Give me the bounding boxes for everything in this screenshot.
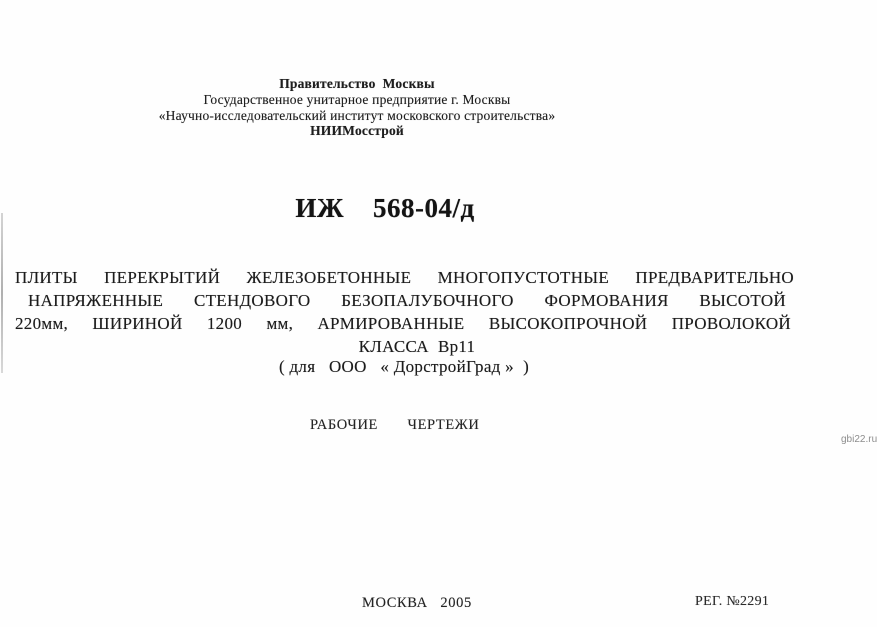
header-government: Правительство Москвы <box>279 76 435 91</box>
title-line-3: 220мм, ШИРИНОЙ 1200 мм, АРМИРОВАННЫЕ ВЫСОКОПРОЧНОЙ ПРОВОЛОКОЙ <box>15 314 791 333</box>
document-number: ИЖ 568-04/д <box>295 193 475 223</box>
title-line-1: ПЛИТЫ ПЕРЕКРЫТИЙ ЖЕЛЕЗОБЕТОННЫЕ МНОГОПУСТОТНЫЕ ПРЕДВАРИТЕЛЬНО <box>15 268 794 287</box>
site-watermark: gbi22.ru <box>841 434 877 445</box>
title-line-4: КЛАССА Вр11 <box>358 337 476 356</box>
scan-artifact-line <box>1 213 3 373</box>
title-line-5: ( для ООО « ДорстройГрад » ) <box>278 357 530 376</box>
footer-city-year: МОСКВА 2005 <box>362 595 472 611</box>
header-niimosstroy: НИИМосстрой <box>310 123 404 139</box>
organization-header <box>57 76 657 139</box>
header-institute: «Научно-исследовательский институт московского строительства» <box>158 107 556 123</box>
working-drawings-label: РАБОЧИЕ ЧЕРТЕЖИ <box>310 417 480 433</box>
title-line-2: НАПРЯЖЕННЫЕ СТЕНДОВОГО БЕЗОПАЛУБОЧНОГО ФОРМОВАНИЯ ВЫСОТОЙ <box>28 291 786 310</box>
footer-reg-number: РЕГ. №2291 <box>695 594 770 609</box>
header-enterprise: Государственное унитарное предприятие г. Москвы <box>203 91 511 107</box>
